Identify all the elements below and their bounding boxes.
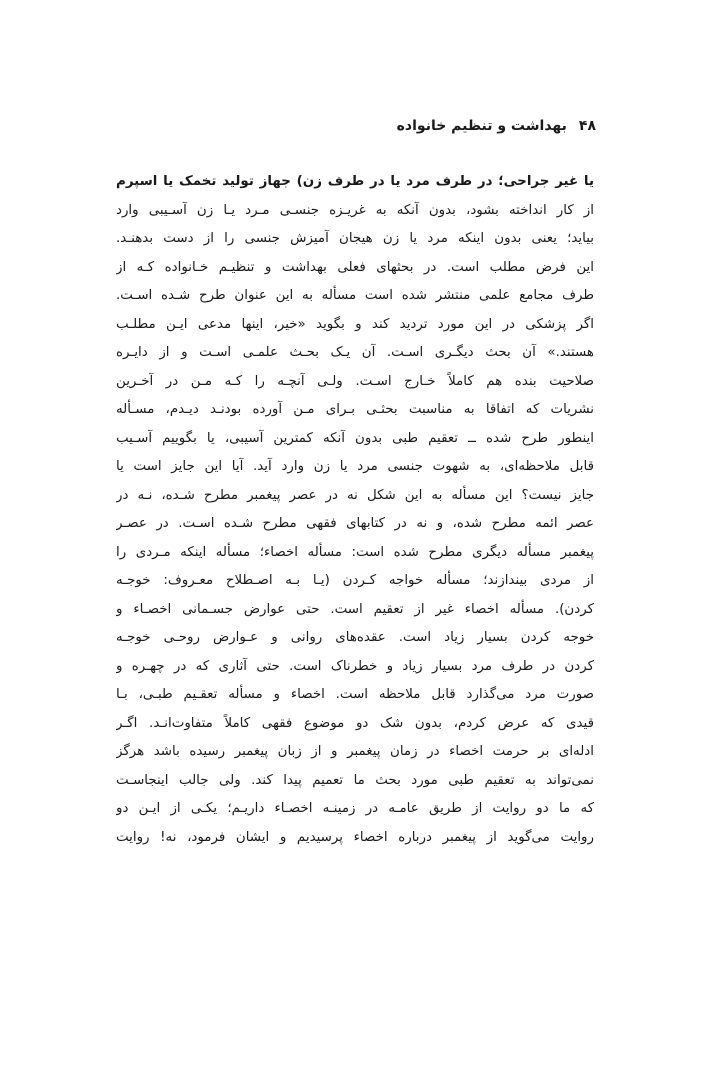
text-line: نمی‌تواند به تعقیم طبی مورد بحث ما تعمیم پیدا کند. ولی جالب اینجاسـت [116,772,594,788]
text-line: صورت مرد می‌گذارد قابل ملاحظه است. اخصاء و مسأله تعقـیم طبـی، بـا [116,687,594,702]
text-line: بیاید؛ یعنی بدون اینکه مرد یا زن هیجان آمیزش جنسی را از دست بدهنـد. [116,231,594,246]
body-text [116,168,594,852]
text-line: پیغمبر مسأله دیگری مطرح شده است: مسأله اخصاء؛ مسأله اینکه مـردی را [116,544,594,560]
text-line: از کار انداخته بشود، بدون آنکه به غریـزه جنسـی مـرد یـا زن آسـیبی وارد [116,202,594,218]
text-line: که ما دو روایت از طریق عامـه در زمینـه اخصـاء داریـم؛ یکـی از ایـن دو [116,801,594,816]
text-line: نشریات که اتفاقا به مناسبت بحثـی بـرای مـن آورده بودنـد دیـدم، مسـأله [116,402,594,417]
text-line: این فرض مطلب است. در بحثهای فعلی بهداشت و تنظیـم خـانواده کـه از [116,259,594,275]
text-line: کردن در طرف مرد بسیار زیاد و خطرناک است. حتی آثاری که در چهـره و [116,658,594,674]
text-line: روایت می‌گوید از پیغمبر درباره اخصاء پرسیدیم و ایشان فرمود، نه! روایت [116,829,594,845]
text-line: قابل ملاحظه‌ای، به شهوت جنسی مرد یا زن وارد آید. آیا این جایز است یا [116,459,594,474]
text-line: طرف مجامع علمی منتشر شده است مسأله به این عنوان طرح شـده اسـت. [116,288,594,303]
text-line: کردن). مسأله اخصاء غیر از تعقیم است. حتی عوارض جسـمانی اخصـاء و [116,601,594,617]
text-line: اگر پزشکی در این مورد تردید کند و بگوید «خیر، اینها مدعی ایـن مطلـب [116,316,594,332]
text-line: از مردی بیندازند؛ مسأله خواجه کـردن (یـا بـه اصـطلاح معـروف: خوجـه [116,573,594,588]
page-number: ۴۸ [578,118,596,134]
text-line: ادله‌ای بر حرمت اخصاء در زمان پیغمبر و از زبان پیغمبر رسیده باشد هرگز [116,744,594,759]
text-line: قیدی که عرض کردم، بدون شک دو موضوع فقهی کاملاً متفاوت‌انـد. اگـر [116,715,594,731]
text-line: یا غیر جراحی؛ در طرف مرد یا در طرف زن) جهاز تولید تخمک یا اسپرم [116,174,594,189]
running-head [397,118,596,134]
text-line: صلاحیت بنده هم کاملاً خـارج اسـت. ولـی آنچـه را کـه مـن در آخـرین [116,373,594,389]
text-line: هستند.» آن بحث دیگـری اسـت. آن یـک بحـث علمـی اسـت و از دایـره [116,345,594,360]
text-line: عصر ائمه مطرح شده، و نه در کتابهای فقهی مطرح شـده اسـت. در عصـر [116,516,594,531]
text-line: جایز نیست؟ این مسأله به این شکل نه در عصر پیغمبر مطرح شـده، نـه در [116,487,594,503]
text-line: خوجه کردن بسیار زیاد است. عقده‌های روانی و عـوارض روحـی خوجـه [116,630,594,645]
text-line: اینطور طرح شده ــ تعقیم طبی بدون آنکه کمترین آسیبی، یا بگوییم آسـیب [116,430,594,446]
running-head-title: بهداشت و تنظیم خانواده [396,118,567,134]
